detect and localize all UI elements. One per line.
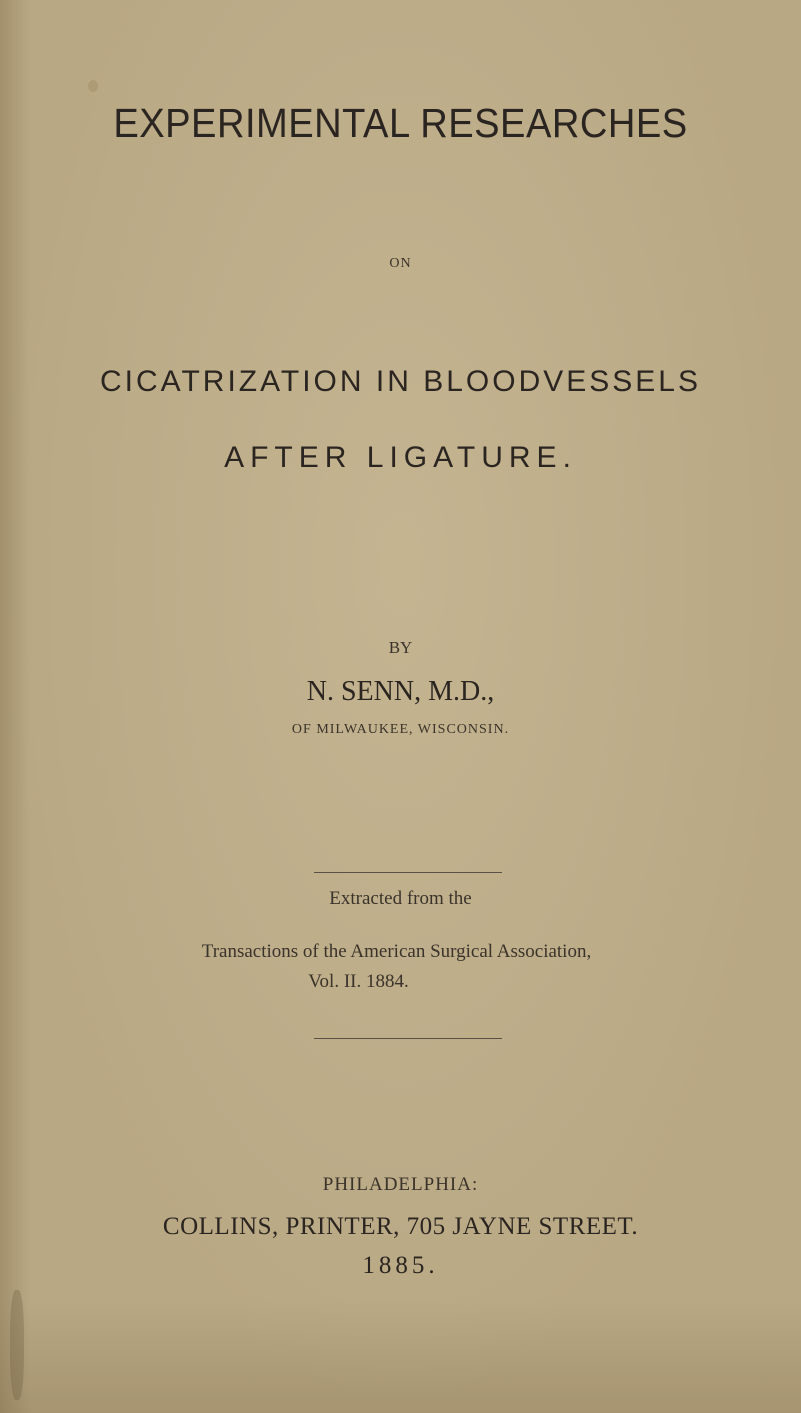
- divider-rule-bottom: [314, 1038, 502, 1039]
- imprint-year: 1885.: [362, 1252, 439, 1279]
- paper-stain: [10, 1290, 24, 1400]
- extract-note-line-3: Vol. II. 1884.: [308, 971, 409, 992]
- extract-note-line-2: Transactions of the American Surgical Association,: [201, 941, 592, 962]
- imprint-printer: COLLINS, PRINTER, 705 JAYNE STREET.: [162, 1213, 639, 1240]
- author-affiliation: OF MILWAUKEE, WISCONSIN.: [291, 722, 510, 737]
- divider-rule-top: [314, 872, 502, 873]
- subject-line-1: CICATRIZATION IN BLOODVESSELS: [100, 365, 701, 398]
- main-title: EXPERIMENTAL RESEARCHES: [113, 100, 688, 146]
- connector-on: ON: [389, 256, 412, 271]
- subject-line-2: AFTER LIGATURE.: [224, 441, 577, 474]
- extract-note-line-1: Extracted from the: [329, 888, 472, 909]
- imprint-place: PHILADELPHIA:: [322, 1174, 479, 1195]
- paper-stain: [88, 80, 98, 92]
- author-name: N. SENN, M.D.,: [306, 676, 495, 707]
- byline-by: BY: [388, 638, 413, 657]
